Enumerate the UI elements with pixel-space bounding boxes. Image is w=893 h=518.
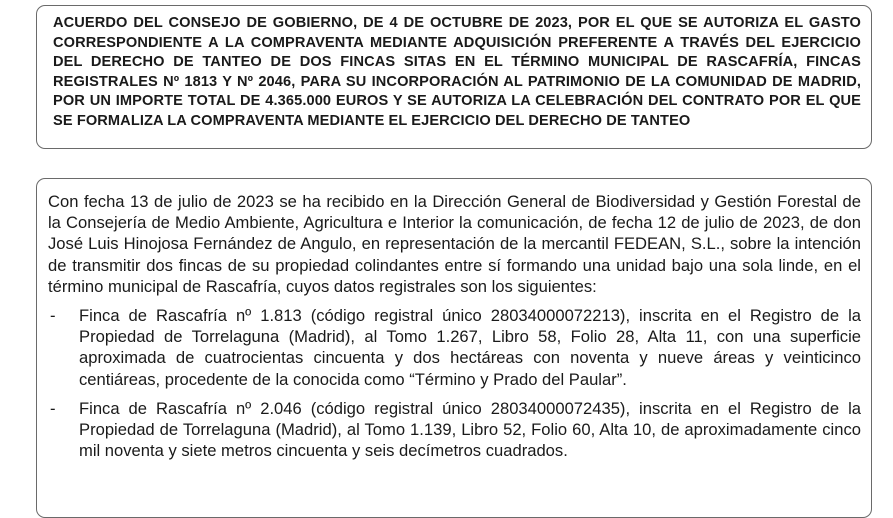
list-bullet: - [50,306,56,326]
list-item-text: Finca de Rascafría nº 1.813 (código registral único 28034000072213), inscrita en el Registro de la Propiedad de Torrelaguna (Madrid), al Tomo 1.267, Libro 58, Folio 28, Alta 11, con una superficie aproximada de cuatrocientas cincuenta y dos hectáreas con noventa y nueve áreas y veinticinco centiáreas, procedente de la conocida como “Término y Prado del Paular”. [79,306,861,389]
intro-paragraph: Con fecha 13 de julio de 2023 se ha recibido en la Dirección General de Biodiversidad y Gestión Forestal de la Consejería de Medio Ambiente, Agricultura e Interior la comunicación, de fecha 12 de julio de 2023, de don José Luis Hinojosa Fernández de Angulo, en representación de la mercantil FEDEAN, S.L., sobre la intención de transmitir dos fincas de su propiedad colindantes entre sí formando una unidad bajo una sola linde, en el término municipal de Rascafría, cuyos datos registrales son los siguientes: [48,192,861,296]
title-box [36,5,872,149]
list-item [48,398,861,462]
document-title: ACUERDO DEL CONSEJO DE GOBIERNO, DE 4 DE OCTUBRE DE 2023, POR EL QUE SE AUTORIZA EL GASTO CORRESPONDIENTE A LA COMPRAVENTA MEDIANTE ADQUISICIÓN PREFERENTE A TRAVÉS DEL EJERCICIO DEL DERECHO DE TANTEO DE DOS FINCAS SITAS EN EL TÉRMINO MUNICIPAL DE RASCAFRÍA, FINCAS REGISTRALES Nº 1813 Y Nº 2046, PARA SU INCORPORACIÓN AL PATRIMONIO DE LA COMUNIDAD DE MADRID, POR UN IMPORTE TOTAL DE 4.365.000 EUROS Y SE AUTORIZA LA CELEBRACIÓN DEL CONTRATO POR EL QUE SE FORMALIZA LA COMPRAVENTA MEDIANTE EL EJERCICIO DEL DERECHO DE TANTEO [53,15,861,129]
body-box [36,178,872,518]
finca-list [48,305,861,461]
list-item-text: Finca de Rascafría nº 2.046 (código registral único 28034000072435), inscrita en el Registro de la Propiedad de Torrelaguna (Madrid), al Tomo 1.139, Libro 52, Folio 60, Alta 10, de aproximadamente cinco mil noventa y siete metros cincuenta y seis decímetros cuadrados. [79,398,861,461]
list-item [48,305,861,390]
list-bullet: - [50,398,56,418]
